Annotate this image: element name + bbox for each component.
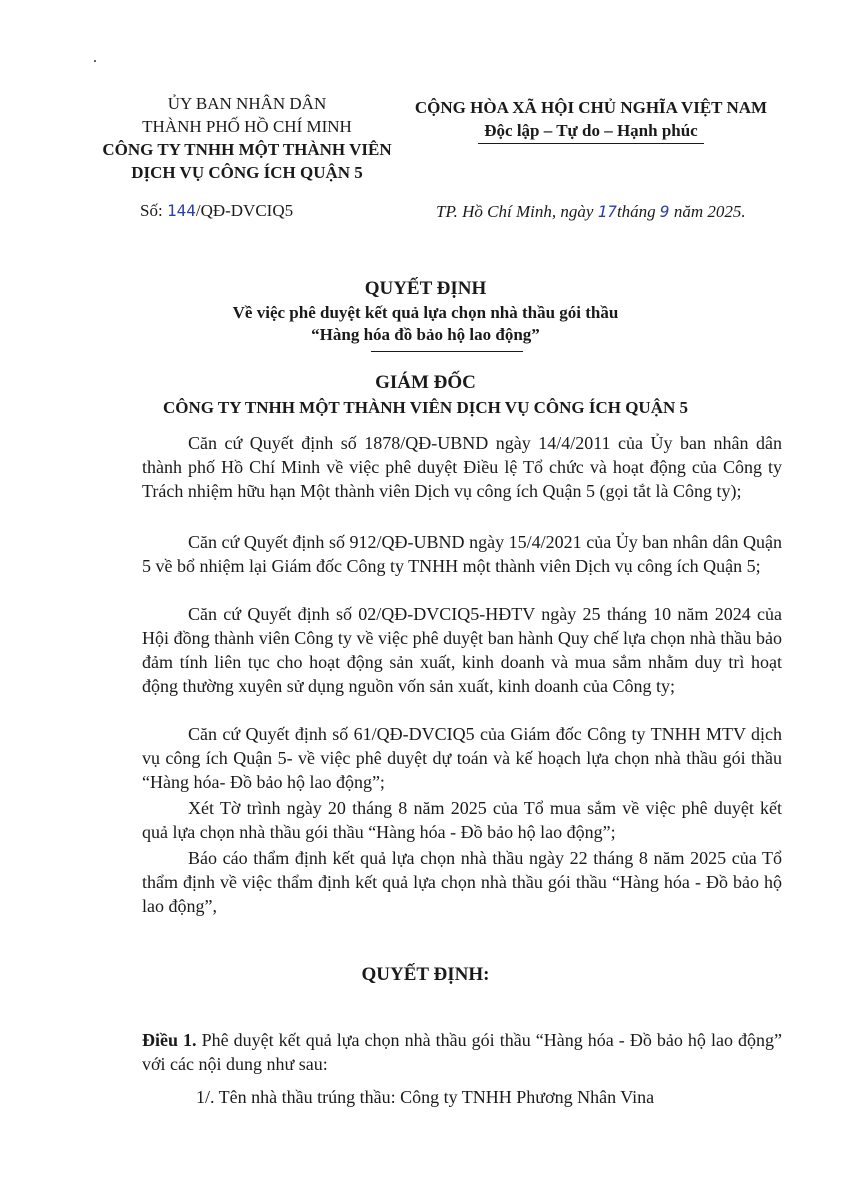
date-prefix: TP. Hồ Chí Minh, ngày — [436, 202, 598, 221]
authority-line-1: ỦY BAN NHÂN DÂN — [167, 94, 327, 113]
article-1 — [142, 1028, 782, 1076]
document-subject-line-1: Về việc phê duyệt kết quả lựa chọn nhà thầu gói thầu — [232, 303, 619, 322]
decision-heading: QUYẾT ĐỊNH: — [361, 964, 490, 985]
preamble-text: Căn cứ Quyết định số 61/QĐ-DVCIQ5 của Giám đốc Công ty TNHH MTV dịch vụ công ích Quận 5- về việc phê duyệt dự toán và kế hoạch lựa chọn nhà thầu gói thầu “Hàng hóa- Đồ bảo hộ lao động”; — [142, 724, 782, 792]
company-line-2: DỊCH VỤ CÔNG ÍCH QUẬN 5 — [131, 163, 363, 182]
preamble-text: Xét Tờ trình ngày 20 tháng 8 năm 2025 của Tổ mua sắm về việc phê duyệt kết quả lựa chọn nhà thầu gói thầu “Hàng hóa - Đồ bảo hộ lao động”; — [142, 798, 782, 842]
issue-date — [436, 202, 746, 222]
preamble-text: Căn cứ Quyết định số 912/QĐ-UBND ngày 15/4/2021 của Ủy ban nhân dân Quận 5 về bổ nhiệm lại Giám đốc Công ty TNHH một thành viên Dịch vụ công ích Quận 5; — [142, 532, 782, 576]
doc-number-suffix: /QĐ-DVCIQ5 — [195, 201, 294, 220]
authority-line-2: THÀNH PHỐ HỒ CHÍ MINH — [142, 117, 352, 136]
document-subject-line-2: “Hàng hóa đồ bảo hộ lao động” — [311, 325, 540, 344]
national-title-block — [386, 96, 796, 144]
doc-number-prefix: Số: — [140, 201, 167, 220]
article-1-label: Điều 1. — [142, 1030, 197, 1050]
preamble-paragraph — [142, 431, 782, 503]
preamble-paragraph — [142, 796, 782, 844]
preamble-paragraph — [142, 722, 782, 794]
date-year: năm 2025. — [669, 202, 746, 221]
authority-company: CÔNG TY TNHH MỘT THÀNH VIÊN DỊCH VỤ CÔNG ÍCH QUẬN 5 — [162, 398, 689, 417]
article-1-item-1: 1/. Tên nhà thầu trúng thầu: Công ty TNHH Phương Nhân Vina — [196, 1087, 655, 1107]
title-divider — [371, 351, 523, 352]
preamble-text: Căn cứ Quyết định số 1878/QĐ-UBND ngày 14/4/2011 của Ủy ban nhân dân thành phố Hồ Chí Minh về việc phê duyệt Điều lệ Tổ chức và hoạt động của Công ty Trách nhiệm hữu hạn Một thành viên Dịch vụ công ích Quận 5 (gọi tắt là Công ty); — [142, 433, 782, 501]
scan-speck — [94, 60, 96, 62]
doc-number-handwritten: 144 — [166, 201, 196, 220]
preamble-paragraph — [142, 846, 782, 918]
issuing-authority-block — [92, 92, 402, 184]
date-month-handwritten: 9 — [659, 202, 670, 221]
authority-role: GIÁM ĐỐC — [375, 372, 476, 393]
company-line-1: CÔNG TY TNHH MỘT THÀNH VIÊN — [102, 140, 392, 159]
preamble-paragraph — [142, 530, 782, 578]
preamble-paragraph — [142, 602, 782, 698]
document-title: QUYẾT ĐỊNH — [364, 278, 487, 299]
preamble-text: Căn cứ Quyết định số 02/QĐ-DVCIQ5-HĐTV ngày 25 tháng 10 năm 2024 của Hội đồng thành viên Công ty về việc phê duyệt ban hành Quy chế lựa chọn nhà thầu bảo đảm tính liên tục cho hoạt động sản xuất, kinh doanh và mua sắm nhằm duy trì hoạt động thường xuyên sử dụng nguồn vốn sản xuất, kinh doanh của Công ty; — [142, 604, 782, 696]
article-1-text: Phê duyệt kết quả lựa chọn nhà thầu gói thầu “Hàng hóa - Đồ bảo hộ lao động” với các nội dung như sau: — [142, 1030, 782, 1074]
national-title: CỘNG HÒA XÃ HỘI CHỦ NGHĨA VIỆT NAM — [414, 98, 768, 117]
preamble-text: Báo cáo thẩm định kết quả lựa chọn nhà thầu ngày 22 tháng 8 năm 2025 của Tổ thẩm định về việc thẩm định kết quả lựa chọn nhà thầu gói thầu “Hàng hóa - Đồ bảo hộ lao động”, — [142, 848, 782, 916]
date-month-label: tháng — [616, 202, 660, 221]
national-motto: Độc lập – Tự do – Hạnh phúc — [478, 119, 703, 144]
document-number — [140, 201, 293, 221]
date-day-handwritten: 17 — [597, 202, 617, 221]
